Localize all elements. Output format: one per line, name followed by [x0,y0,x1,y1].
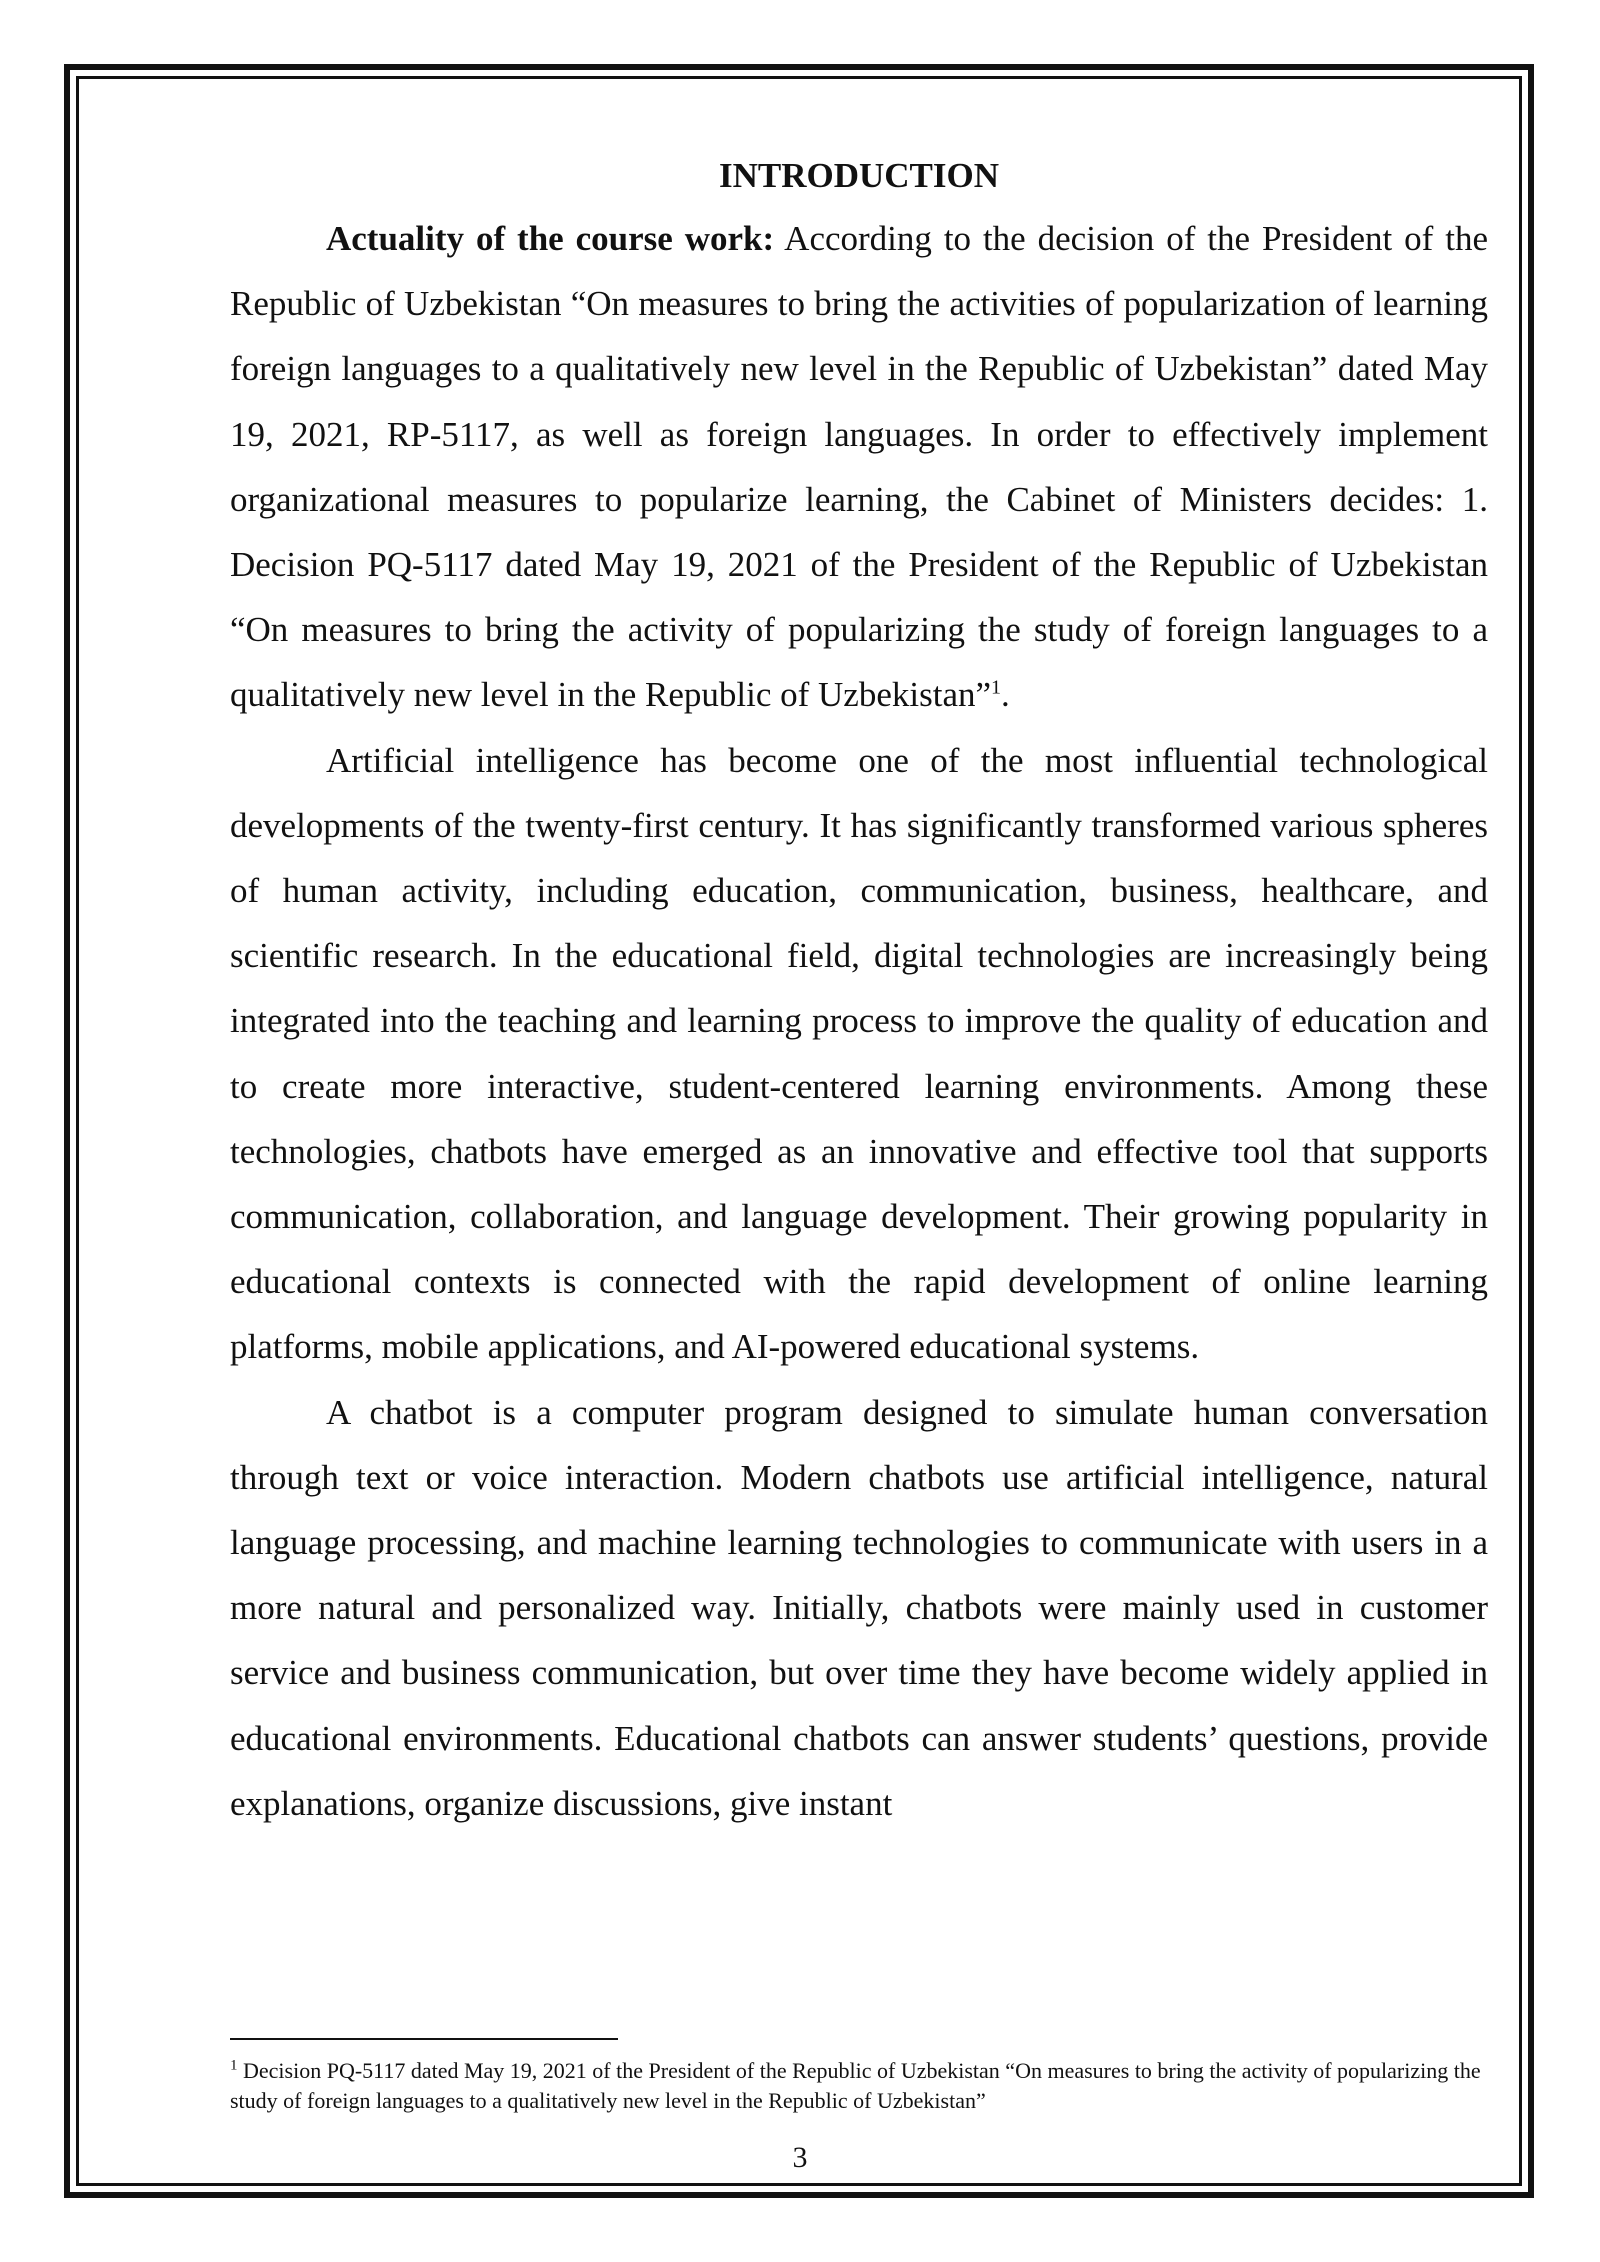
paragraph-chatbot: A chatbot is a computer program designed to simulate human conversation through text or voice interaction. Modern chatbots use artificial intelligence, natural language processing, and machine learning technologies to communicate with users in a more natural and personalized way. Initially, chatbots were mainly used in customer service and business communication, but over time they have become widely applied in educational environments. Educational chatbots can answer students’ questions, provide explanations, organize discussions, give instant [230,1392,1488,1823]
paragraph-ai: Artificial intelligence has become one of the most influential technological developments of the twenty-first century. It has significantly transformed various spheres of human activity, including education, communication, business, healthcare, and scientific research. In the educational field, digital technologies are increasingly being integrated into the teaching and learning process to improve the quality of education and to create more interactive, student-centered learning environments. Among these technologies, chatbots have emerged as an innovative and effective tool that supports communication, collaboration, and language development. Their growing popularity in educational contexts is connected with the rapid development of online learning platforms, mobile applications, and AI-powered educational systems. [230,740,1488,1367]
page-title: INTRODUCTION [718,156,1000,195]
footnote [230,2056,1488,2116]
paragraph-tail: . [1001,675,1010,715]
paragraph-actuality [230,206,1488,728]
footnote-reference[interactable]: 1 [991,676,1002,699]
paragraph-text: According to the decision of the President of the Republic of Uzbekistan “On measures to bring the activities of popularization of learning foreign languages to a qualitatively new level in the Republic of Uzbekistan” dated May 19, 2021, RP-5117, as well as foreign languages. In order to effectively implement organizational measures to popularize learning, the Cabinet of Ministers decides: 1. Decision PQ-5117 dated May 19, 2021 of the President of the Republic of Uzbekistan “On measures to bring the activity of popularizing the study of foreign languages to a qualitatively new level in the Republic of Uzbekistan” [230,219,1488,715]
page-number: 3 [792,2141,808,2174]
page-body [230,146,1488,1836]
footnote-text: Decision PQ-5117 dated May 19, 2021 of the President of the Republic of Uzbekistan “On measures to bring the activity of popularizing the study of foreign languages to a qualitatively new level in the Republic of Uzbekistan” [230,2058,1481,2113]
footnote-separator [230,2038,618,2040]
footnote-marker: 1 [230,2057,238,2074]
paragraph-lead: Actuality of the course work: [326,219,775,258]
